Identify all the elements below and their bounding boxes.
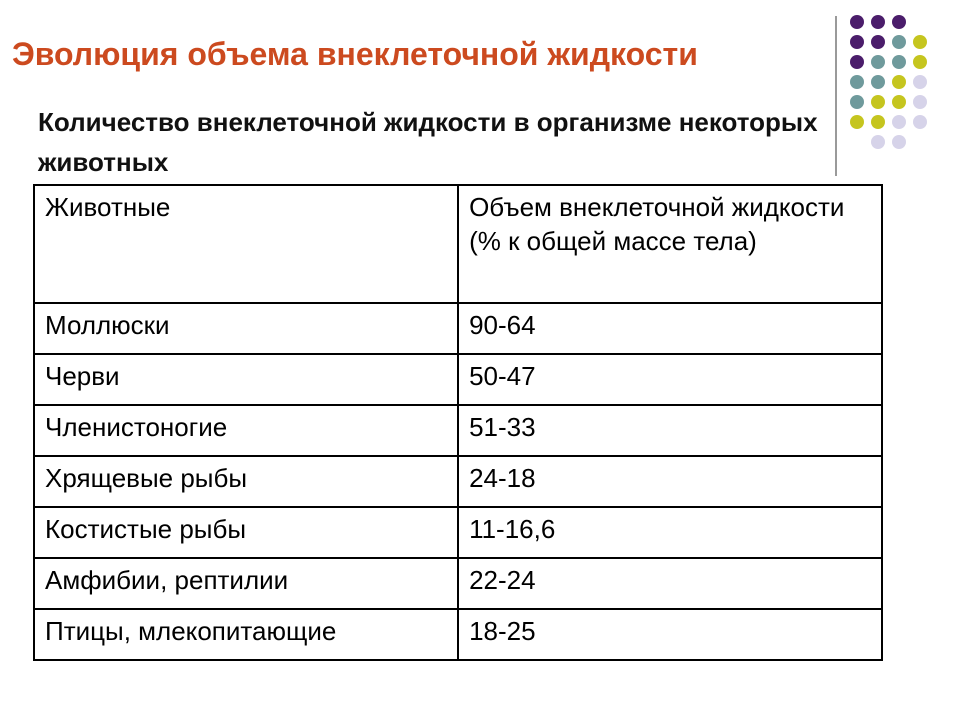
decorative-dot xyxy=(871,75,885,89)
slide-subtitle: Количество внеклеточной жидкости в организме некоторых животных xyxy=(38,107,818,177)
cell-animal: Членистоногие xyxy=(34,405,458,456)
cell-animal: Черви xyxy=(34,354,458,405)
cell-animal: Костистые рыбы xyxy=(34,507,458,558)
cell-animal: Амфибии, рептилии xyxy=(34,558,458,609)
decorative-dot xyxy=(913,75,927,89)
cell-volume: 22-24 xyxy=(458,558,882,609)
table-row xyxy=(34,303,882,354)
decorative-dot xyxy=(871,15,885,29)
decorative-dot xyxy=(871,35,885,49)
cell-animal: Птицы, млекопитающие xyxy=(34,609,458,660)
decorative-dot xyxy=(850,115,864,129)
decorative-divider xyxy=(835,16,837,176)
cell-animal: Моллюски xyxy=(34,303,458,354)
decorative-dot xyxy=(892,95,906,109)
decorative-dot xyxy=(871,135,885,149)
decorative-dot xyxy=(913,55,927,69)
decorative-dot xyxy=(892,75,906,89)
decorative-dot xyxy=(850,55,864,69)
cell-animal: Хрящевые рыбы xyxy=(34,456,458,507)
table-row xyxy=(34,507,882,558)
decorative-dot xyxy=(892,115,906,129)
table-header-row xyxy=(34,185,882,303)
decorative-dot xyxy=(913,115,927,129)
cell-volume: 50-47 xyxy=(458,354,882,405)
header-volume: Объем внеклеточной жидкости (% к общей массе тела) xyxy=(458,185,882,303)
decorative-dot xyxy=(850,15,864,29)
table-row xyxy=(34,354,882,405)
data-table xyxy=(33,184,883,661)
table-row xyxy=(34,456,882,507)
slide-title: Эволюция объема внеклеточной жидкости xyxy=(12,36,698,72)
decorative-dot xyxy=(850,35,864,49)
cell-volume: 24-18 xyxy=(458,456,882,507)
decorative-dot xyxy=(871,95,885,109)
decorative-dot xyxy=(892,55,906,69)
decorative-dot xyxy=(850,75,864,89)
cell-volume: 11-16,6 xyxy=(458,507,882,558)
table-row xyxy=(34,558,882,609)
decorative-dot xyxy=(892,35,906,49)
decorative-dot xyxy=(913,95,927,109)
decorative-dot xyxy=(913,35,927,49)
decorative-dot xyxy=(892,135,906,149)
header-animals: Животные xyxy=(34,185,458,303)
table-row xyxy=(34,609,882,660)
cell-volume: 18-25 xyxy=(458,609,882,660)
decorative-dot xyxy=(850,95,864,109)
cell-volume: 51-33 xyxy=(458,405,882,456)
decorative-dot xyxy=(871,115,885,129)
decorative-dot xyxy=(871,55,885,69)
cell-volume: 90-64 xyxy=(458,303,882,354)
table-row xyxy=(34,405,882,456)
decorative-dot xyxy=(892,15,906,29)
